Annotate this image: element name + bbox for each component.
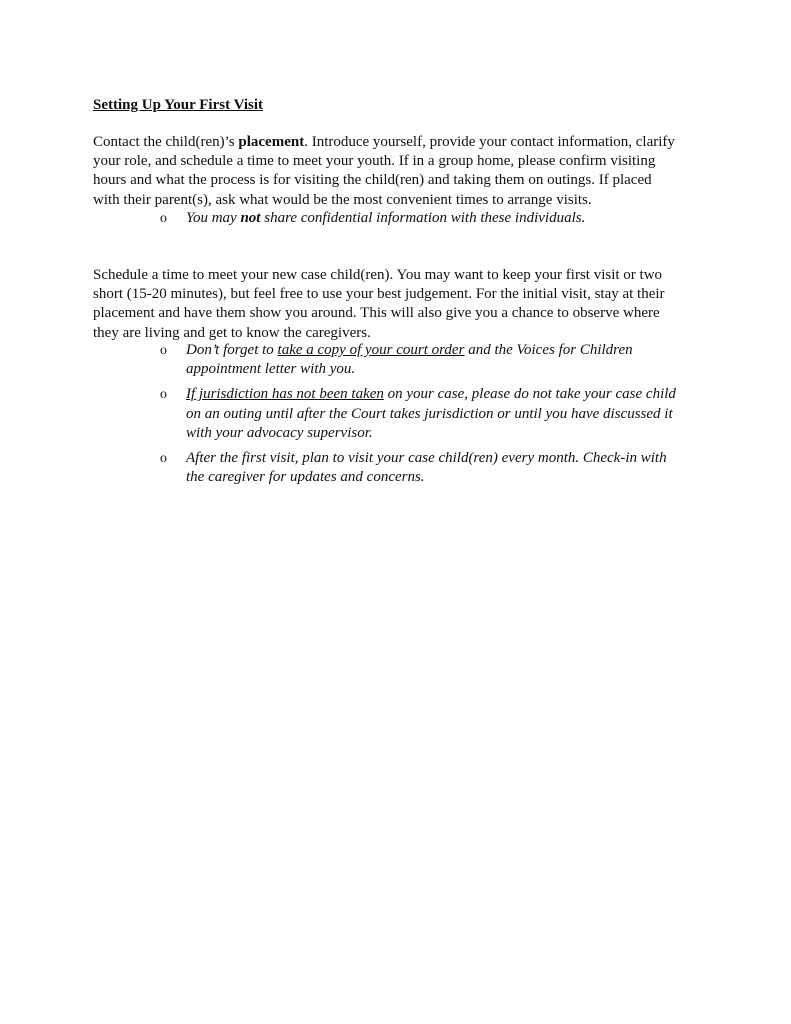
visit-tips-bullet-list	[160, 341, 676, 493]
bullet-line	[186, 209, 585, 228]
bullet-marker: o	[160, 211, 167, 226]
page-title: Setting Up Your First Visit	[93, 97, 264, 113]
text-run: You may	[186, 210, 241, 226]
bullet-line: on an outing until after the Court takes jurisdiction or until you have discussed it	[186, 405, 673, 422]
paragraph-line: placement and have them show you around. This will also give you a chance to observe where	[93, 305, 660, 322]
paragraph-line: hours and what the process is for visiting the child(ren) and taking them on outings. If placed	[93, 172, 652, 189]
paragraph-line: your role, and schedule a time to meet your youth. If in a group home, please confirm visiting	[93, 153, 656, 170]
list-item	[160, 209, 585, 228]
text-run: share confidential information with these individuals.	[260, 210, 586, 226]
bullet-line: the caregiver for updates and concerns.	[186, 469, 425, 486]
confidentiality-bullet-list	[160, 209, 585, 234]
text-run: . Introduce yourself, provide your contact information, clarify	[304, 134, 675, 150]
underlined-phrase: take a copy of your court order	[277, 342, 465, 358]
bullet-line: appointment letter with you.	[186, 361, 356, 378]
contact-placement-paragraph	[93, 133, 713, 210]
paragraph-line: short (15-20 minutes), but feel free to use your best judgement. For the initial visit, stay at their	[93, 286, 665, 303]
bullet-line: After the first visit, plan to visit your case child(ren) every month. Check-in with	[186, 450, 667, 467]
underlined-phrase: If jurisdiction has not been taken	[186, 386, 384, 403]
text-run: Contact the child(ren)’s	[93, 134, 239, 150]
paragraph-line: they are living and get to know the caregivers.	[93, 324, 371, 341]
text-run: on your case, please do not take your case child	[383, 386, 676, 403]
schedule-visit-paragraph	[93, 266, 713, 343]
list-item	[160, 385, 676, 443]
bullet-marker: o	[160, 343, 167, 358]
bold-term-placement: placement	[238, 134, 305, 150]
paragraph-line: with their parent(s), ask what would be the most convenient times to arrange visits.	[93, 191, 592, 208]
list-item	[160, 449, 676, 487]
paragraph-line	[93, 133, 713, 152]
text-run: and the Voices for Children	[464, 342, 633, 358]
paragraph-line: Schedule a time to meet your new case child(ren). You may want to keep your first visit or two	[93, 267, 663, 283]
bullet-line	[186, 385, 676, 404]
bullet-line: with your advocacy supervisor.	[186, 424, 373, 441]
bullet-marker: o	[160, 451, 167, 467]
text-run: Don’t forget to	[186, 342, 278, 358]
bold-word-not: not	[240, 210, 261, 226]
bullet-line	[186, 341, 676, 360]
bullet-marker: o	[160, 387, 167, 403]
list-item	[160, 341, 676, 379]
